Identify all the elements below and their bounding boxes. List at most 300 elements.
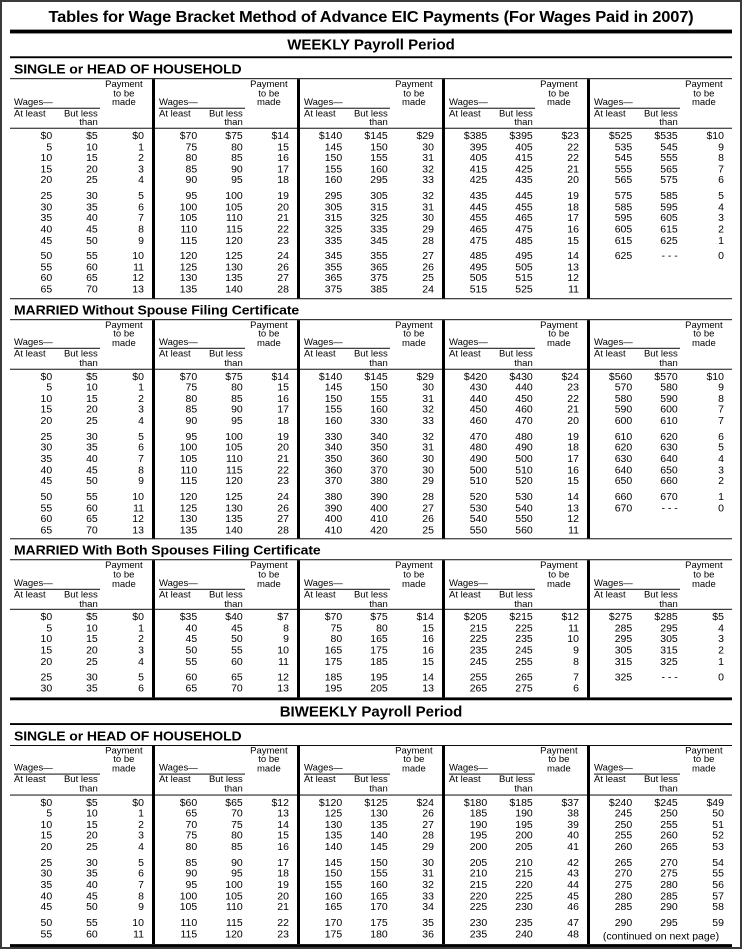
at-least-value: 75 xyxy=(185,382,198,394)
at-least-label: At least xyxy=(14,589,46,601)
column-group-header xyxy=(155,79,297,128)
table-row xyxy=(594,842,728,853)
but-less-than-value: 115 xyxy=(226,464,243,476)
column-group-header xyxy=(445,320,587,369)
but-less-than-value: 105 xyxy=(225,201,243,214)
table-row xyxy=(159,176,293,187)
column-group-header xyxy=(590,320,732,369)
payment-value: 2 xyxy=(138,152,144,165)
at-least-value: 500 xyxy=(469,464,488,476)
at-least-value: 540 xyxy=(469,513,488,526)
table-row xyxy=(304,225,438,236)
table-row xyxy=(14,624,148,635)
table-row xyxy=(159,383,293,394)
but-less-than-line1: But less xyxy=(63,589,98,601)
wages-label: Wages— xyxy=(449,764,535,775)
payment-label-line2: to be xyxy=(113,88,135,99)
but-less-than-value: 140 xyxy=(370,830,388,842)
but-less-than-value: 195 xyxy=(370,672,388,684)
at-least-label: At least xyxy=(159,349,191,360)
at-least-value: 660 xyxy=(614,491,633,504)
payment-value: 19 xyxy=(567,431,579,443)
payment-value: 32 xyxy=(422,163,434,176)
at-least-value: 25 xyxy=(40,190,53,203)
wages-label: Wages— xyxy=(449,578,535,589)
but-less-than-value: 650 xyxy=(660,464,678,476)
payment-label-line2: to be xyxy=(258,88,280,99)
payment-value: 53 xyxy=(712,841,724,853)
payment-value: 30 xyxy=(422,382,434,394)
bracket-rows xyxy=(300,609,442,697)
at-least-label: At least xyxy=(304,349,336,360)
payment-value: 22 xyxy=(277,917,289,929)
table-row xyxy=(14,635,148,646)
but-less-than-value: 20 xyxy=(86,830,98,842)
payment-label-line2: to be xyxy=(403,569,425,581)
table-row xyxy=(304,929,438,940)
but-less-than-value: 200 xyxy=(515,830,533,842)
payment-value: 6 xyxy=(138,683,144,695)
payment-value: 27 xyxy=(422,250,434,263)
at-least-value: 580 xyxy=(614,393,633,405)
at-least-value: 145 xyxy=(324,857,343,869)
at-least-value: 130 xyxy=(179,272,198,285)
at-least-value: 175 xyxy=(324,928,343,940)
payment-label xyxy=(535,747,583,775)
payment-value: $0 xyxy=(132,371,144,383)
at-least-value: 85 xyxy=(185,857,198,869)
payment-label-line3: made xyxy=(691,763,716,775)
wages-label: Wages— xyxy=(14,97,100,108)
but-less-than-value: $65 xyxy=(225,797,243,809)
at-least-value: 200 xyxy=(469,841,488,853)
table-row xyxy=(14,504,148,515)
at-least-value: 20 xyxy=(40,656,53,668)
bracket-rows xyxy=(445,609,587,697)
payment-value: 19 xyxy=(277,431,289,443)
at-least-value: 375 xyxy=(324,284,343,296)
but-less-than-value: 545 xyxy=(660,141,678,154)
payment-value: 55 xyxy=(712,868,724,880)
at-least-label: At least xyxy=(159,108,191,119)
but-less-than-value: 225 xyxy=(515,622,533,635)
at-least-value: 60 xyxy=(40,272,53,285)
at-least-label: At least xyxy=(594,589,626,601)
payment-value: 6 xyxy=(718,431,724,443)
table-row xyxy=(304,646,438,657)
payment-label-line2: to be xyxy=(403,754,425,766)
at-least-value: 80 xyxy=(330,634,343,646)
payment-value: 2 xyxy=(718,645,724,657)
payment-value: 31 xyxy=(422,201,434,214)
but-less-than-label xyxy=(347,109,390,127)
but-less-than-line2: than xyxy=(369,598,388,610)
table-row xyxy=(594,657,728,668)
table-row xyxy=(14,176,148,187)
but-less-than-label xyxy=(637,776,680,794)
payment-label xyxy=(535,321,583,349)
column-group-header xyxy=(445,79,587,128)
table-row xyxy=(14,515,148,526)
bracket-rows xyxy=(155,609,297,697)
but-less-than-value: 335 xyxy=(370,223,388,236)
header-spacer xyxy=(535,776,583,794)
but-less-than-value: 350 xyxy=(370,442,388,454)
but-less-than-value: 165 xyxy=(370,634,388,646)
payroll-period-block xyxy=(10,33,732,699)
table-row xyxy=(14,684,148,695)
payment-label xyxy=(100,561,148,589)
bracket-table xyxy=(10,319,732,539)
payment-value: 11 xyxy=(133,261,144,274)
table-row xyxy=(14,465,148,476)
table-row xyxy=(594,252,728,263)
but-less-than-value: 55 xyxy=(86,917,98,929)
but-less-than-value: 40 xyxy=(86,879,98,891)
column-group-header xyxy=(10,320,152,369)
but-less-than-value: 175 xyxy=(370,645,388,657)
at-least-value: 190 xyxy=(469,819,488,831)
table-row xyxy=(159,646,293,657)
but-less-than-value: 380 xyxy=(370,475,388,488)
but-less-than-value: 530 xyxy=(515,491,533,504)
payment-label-line2: to be xyxy=(693,569,715,581)
payment-label xyxy=(680,747,728,775)
payment-value: 32 xyxy=(422,879,434,891)
table-row xyxy=(159,831,293,842)
payment-value: 7 xyxy=(138,879,144,891)
at-least-value: 70 xyxy=(185,819,198,831)
at-least-value: 155 xyxy=(324,879,343,891)
payment-value: 27 xyxy=(277,272,289,285)
at-least-value: 405 xyxy=(469,152,488,165)
table-row xyxy=(14,214,148,225)
payment-value: 0 xyxy=(718,672,724,684)
table-row xyxy=(14,432,148,443)
payment-value: 21 xyxy=(567,163,579,176)
table-row xyxy=(594,454,728,465)
at-least-value: 460 xyxy=(469,415,488,427)
but-less-than-value: $125 xyxy=(364,797,388,809)
payment-label-line3: made xyxy=(111,578,136,590)
at-least-value: $240 xyxy=(608,797,633,809)
payment-value: 33 xyxy=(422,890,434,902)
table-row xyxy=(14,918,148,929)
at-least-value: $560 xyxy=(608,371,633,383)
at-least-value: 115 xyxy=(180,234,198,247)
at-least-value: 65 xyxy=(185,808,198,820)
table-row xyxy=(14,820,148,831)
but-less-than-value: 370 xyxy=(370,464,388,476)
at-least-value: 415 xyxy=(469,163,488,176)
header-spacer xyxy=(390,350,438,368)
payment-value: 15 xyxy=(422,622,434,635)
but-less-than-value: 135 xyxy=(225,513,243,526)
but-less-than-value: 615 xyxy=(660,223,678,236)
table-row xyxy=(594,236,728,247)
at-least-value: 30 xyxy=(40,683,53,695)
at-least-value: 255 xyxy=(469,672,488,684)
at-least-value: 630 xyxy=(614,453,633,465)
payment-value: 23 xyxy=(277,234,289,247)
at-least-value: 185 xyxy=(324,672,343,684)
but-less-than-value: 10 xyxy=(86,382,98,394)
but-less-than-value: 290 xyxy=(660,901,678,913)
but-less-than-value: $145 xyxy=(364,371,388,383)
payment-value: 33 xyxy=(422,415,434,427)
at-least-value: 610 xyxy=(614,431,633,443)
wages-label: Wages— xyxy=(14,338,100,349)
but-less-than-line2: than xyxy=(514,598,533,610)
payment-value: 22 xyxy=(567,141,579,154)
but-less-than-label xyxy=(57,591,100,609)
payment-value: 22 xyxy=(567,393,579,405)
table-row xyxy=(594,673,728,684)
payment-value: 28 xyxy=(277,524,289,537)
at-least-value: 75 xyxy=(185,830,198,842)
but-less-than-value: 585 xyxy=(660,190,678,203)
at-least-label: At least xyxy=(449,774,481,786)
payment-value: 1 xyxy=(138,382,144,394)
at-least-value: 100 xyxy=(179,201,198,214)
payment-value: 30 xyxy=(422,212,434,225)
but-less-than-line1: But less xyxy=(208,774,243,786)
payment-value: 24 xyxy=(277,250,289,263)
at-least-value: 235 xyxy=(469,645,488,657)
at-least-value: 85 xyxy=(185,404,198,416)
payment-value: 15 xyxy=(277,141,289,154)
but-less-than-value: 295 xyxy=(660,622,678,635)
at-least-value: 150 xyxy=(324,868,343,880)
payment-value: 43 xyxy=(567,868,579,880)
at-least-value: 105 xyxy=(179,453,198,465)
table-row xyxy=(14,443,148,454)
but-less-than-value: 425 xyxy=(515,163,533,176)
payment-value: 8 xyxy=(138,890,144,902)
payment-label-line3: made xyxy=(546,578,571,590)
payment-value: 28 xyxy=(422,491,434,504)
but-less-than-value: 80 xyxy=(231,382,243,394)
payment-label-line3: made xyxy=(691,338,716,349)
at-least-value: 15 xyxy=(40,645,53,657)
payment-value: 31 xyxy=(422,868,434,880)
payment-label xyxy=(390,321,438,349)
but-less-than-value: $75 xyxy=(225,371,243,383)
payment-label xyxy=(390,561,438,589)
payment-label xyxy=(535,80,583,108)
section-title: SINGLE or HEAD OF HOUSEHOLD xyxy=(14,727,242,743)
at-least-value: 65 xyxy=(40,284,53,296)
at-least-value: 155 xyxy=(324,404,343,416)
payment-label-line1: Payment xyxy=(250,745,288,757)
table-row xyxy=(594,132,728,143)
but-less-than-value: 85 xyxy=(231,152,243,165)
at-least-value: 360 xyxy=(324,464,343,476)
but-less-than-value: 120 xyxy=(225,928,243,940)
at-least-value: 5 xyxy=(46,622,53,635)
but-less-than-value: 245 xyxy=(515,645,533,657)
but-less-than-value: 40 xyxy=(86,453,98,465)
payment-value: 18 xyxy=(277,174,289,187)
at-least-value: 485 xyxy=(469,250,488,263)
at-least-value: 395 xyxy=(469,141,488,154)
bracket-rows xyxy=(445,368,587,538)
at-least-value: 160 xyxy=(324,174,343,187)
but-less-than-value: 325 xyxy=(660,656,678,668)
payment-value: 12 xyxy=(277,672,289,684)
payment-value: 41 xyxy=(567,841,579,853)
payment-value: 26 xyxy=(277,261,289,274)
but-less-than-value: 460 xyxy=(515,404,533,416)
but-less-than-value: 15 xyxy=(86,634,98,646)
payment-value: 24 xyxy=(277,491,289,504)
at-least-value: 50 xyxy=(40,917,53,929)
but-less-than-line2: than xyxy=(224,117,243,129)
table-row xyxy=(14,383,148,394)
payment-value: 7 xyxy=(718,415,724,427)
at-least-value: 150 xyxy=(324,393,343,405)
payment-value: 4 xyxy=(718,622,724,635)
but-less-than-value: 480 xyxy=(515,431,533,443)
payment-label-line1: Payment xyxy=(250,319,288,331)
payment-label-line2: to be xyxy=(548,88,570,99)
at-least-value: $35 xyxy=(179,611,198,624)
column-group xyxy=(442,746,587,944)
table-row xyxy=(594,504,728,515)
at-least-value: 565 xyxy=(614,174,633,187)
at-least-value: 40 xyxy=(40,223,53,236)
payment-value: 2 xyxy=(138,819,144,831)
table-row xyxy=(594,225,728,236)
at-least-value: 355 xyxy=(324,261,343,274)
payment-value: $24 xyxy=(416,797,434,809)
but-less-than-value: $430 xyxy=(509,371,533,383)
at-least-value: $70 xyxy=(179,371,198,383)
payment-label-line1: Payment xyxy=(395,319,433,331)
payment-value: 19 xyxy=(277,190,289,203)
at-least-value: 575 xyxy=(614,190,633,203)
but-less-than-value: 95 xyxy=(231,174,243,187)
payment-value: 9 xyxy=(718,382,724,394)
table-row xyxy=(159,929,293,940)
payment-value: 23 xyxy=(277,475,289,488)
at-least-value: 60 xyxy=(40,513,53,526)
header-spacer xyxy=(390,591,438,609)
at-least-label: At least xyxy=(449,349,481,360)
at-least-value: 235 xyxy=(469,928,488,940)
at-least-value: $120 xyxy=(318,797,343,809)
payment-value: 13 xyxy=(567,261,579,274)
at-least-label: At least xyxy=(594,774,626,786)
but-less-than-value: 415 xyxy=(515,152,533,165)
but-less-than-line2: than xyxy=(79,117,98,129)
at-least-value: 55 xyxy=(185,656,198,668)
but-less-than-value: $395 xyxy=(509,130,533,143)
payment-value: 20 xyxy=(277,442,289,454)
at-least-label: At least xyxy=(304,774,336,786)
column-group-header xyxy=(155,320,297,369)
table-row xyxy=(449,918,583,929)
but-less-than-line1: But less xyxy=(63,349,98,360)
payment-value: 13 xyxy=(277,808,289,820)
at-least-value: 555 xyxy=(614,163,633,176)
but-less-than-value: 390 xyxy=(370,491,388,504)
payment-value: 16 xyxy=(422,634,434,646)
at-least-value: 160 xyxy=(324,415,343,427)
at-least-value: 285 xyxy=(614,622,633,635)
payment-value: 10 xyxy=(132,917,144,929)
table-row xyxy=(159,820,293,831)
payment-label-line2: to be xyxy=(113,328,135,340)
table-row xyxy=(304,613,438,624)
but-less-than-line1: But less xyxy=(498,774,533,786)
payment-value: 9 xyxy=(718,141,724,154)
payment-value: 27 xyxy=(422,502,434,515)
at-least-value: 640 xyxy=(614,464,633,476)
at-least-value: 40 xyxy=(40,890,53,902)
but-less-than-value: 340 xyxy=(370,431,388,443)
payment-label-line3: made xyxy=(401,578,426,590)
at-least-value: 5 xyxy=(46,141,53,154)
but-less-than-value: 35 xyxy=(86,683,98,695)
payment-value: 9 xyxy=(283,634,289,646)
payment-value: 26 xyxy=(422,513,434,526)
at-least-value: 220 xyxy=(469,890,488,902)
payment-value: 24 xyxy=(422,284,434,296)
table-row xyxy=(594,880,728,891)
payment-value: 25 xyxy=(422,272,434,285)
payment-value: 33 xyxy=(422,174,434,187)
payment-value: 13 xyxy=(277,683,289,695)
table-row xyxy=(14,880,148,891)
at-least-value: 10 xyxy=(40,819,53,831)
table-row xyxy=(594,416,728,427)
but-less-than-value: 385 xyxy=(370,284,388,296)
at-least-value: 305 xyxy=(324,201,343,214)
table-row xyxy=(14,646,148,657)
but-less-than-value: 520 xyxy=(515,475,533,488)
table-row xyxy=(449,646,583,657)
payment-value: 1 xyxy=(718,491,724,504)
payment-value: 22 xyxy=(277,223,289,236)
table-row xyxy=(594,902,728,913)
wages-label: Wages— xyxy=(304,764,390,775)
but-less-than-value: 60 xyxy=(86,928,98,940)
payment-label-line2: to be xyxy=(258,569,280,581)
payment-value: 57 xyxy=(712,890,724,902)
but-less-than-value: 70 xyxy=(86,284,98,296)
payment-value: 5 xyxy=(138,672,144,684)
table-row xyxy=(159,493,293,504)
table-row xyxy=(159,526,293,537)
but-less-than-value: 100 xyxy=(225,879,243,891)
payment-value: $0 xyxy=(132,611,144,624)
table-row xyxy=(449,285,583,296)
payment-value: 10 xyxy=(132,491,144,504)
at-least-value: 90 xyxy=(185,868,198,880)
but-less-than-line1: But less xyxy=(208,108,243,119)
but-less-than-label xyxy=(202,350,245,368)
payment-value: 13 xyxy=(422,683,434,695)
payment-label-line3: made xyxy=(111,97,136,108)
payment-label-line1: Payment xyxy=(395,560,433,571)
but-less-than-line1: But less xyxy=(643,349,678,360)
at-least-value: $140 xyxy=(318,371,343,383)
payment-value: 3 xyxy=(718,212,724,225)
at-least-value: 110 xyxy=(180,917,198,929)
payment-label-line3: made xyxy=(111,338,136,349)
header-spacer xyxy=(245,591,293,609)
